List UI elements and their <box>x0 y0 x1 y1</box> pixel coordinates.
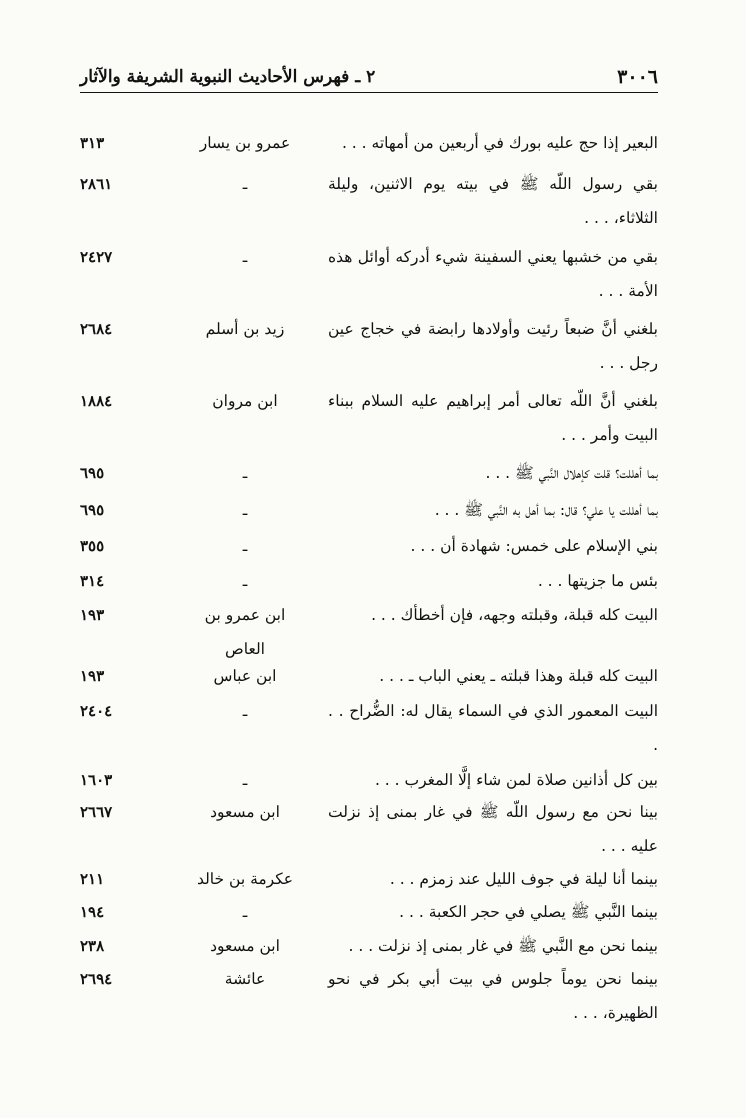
narrator: ـ <box>242 501 248 519</box>
narrator: ـ <box>242 903 248 921</box>
narrator: ابن مسعود <box>210 937 280 955</box>
hadith-text: بينا نحن مع رسول اللّه ﷺ في غار بمنى إذ نزلت عليه . . . <box>328 803 658 855</box>
hadith-text: بينما النَّبي ﷺ يصلي في حجر الكعبة . . . <box>399 903 658 921</box>
hadith-number: ٢٦٨٤ <box>80 320 113 338</box>
hadith-number: ٢٣٨ <box>80 937 105 955</box>
narrator: ـ <box>242 771 248 789</box>
narrator: عمرو بن يسار <box>199 134 291 152</box>
hadith-text: بقي من خشبها يعني السفينة شيء أدركه أوائل هذه الأمة . . . <box>328 248 658 300</box>
hadith-text: البيت كله قبلة وهذا قبلته ـ يعني الباب ـ . . . <box>379 667 658 685</box>
hadith-number: ٢١١ <box>80 870 105 888</box>
narrator: ابن مروان <box>212 392 278 410</box>
hadith-text: بما أهللت يا علي؟ قال: بما أهل به النَّبي ﷺ . . . <box>434 501 658 519</box>
hadith-number: ١٦٠٣ <box>80 771 113 789</box>
running-header <box>80 62 658 93</box>
hadith-number: ١٩٤ <box>80 903 105 921</box>
narrator: ابن مسعود <box>210 803 280 821</box>
hadith-text: بينما نحن مع النَّبي ﷺ في غار بمنى إذ نزلت . . . <box>348 937 658 955</box>
hadith-number: ٣١٤ <box>80 572 105 590</box>
hadith-text: البيت كله قبلة، وقبلته وجهه، فإن أخطأك . . . <box>371 606 658 624</box>
narrator: ـ <box>242 248 248 266</box>
hadith-number: ٦٩٥ <box>80 501 105 519</box>
narrator: ـ <box>242 464 248 482</box>
hadith-number: ٣١٣ <box>80 134 105 152</box>
hadith-text: بقي رسول اللّه ﷺ في بيته يوم الاثنين، وليلة الثلاثاء، . . . <box>328 175 658 227</box>
hadith-text: البيت المعمور الذي في السماء يقال له: الضُّراح . . . <box>328 702 658 754</box>
hadith-text: البعير إذا حج عليه بورك في أربعين من أمهاته . . . <box>341 134 658 152</box>
page-number: ٣٠٠٦ <box>617 66 658 88</box>
hadith-number: ٢٦٩٤ <box>80 970 113 988</box>
hadith-text: بئس ما جزيتها . . . <box>537 572 658 590</box>
narrator: ابن عباس <box>213 667 277 685</box>
hadith-text: بما أهللت؟ قلت كإهلال النَّبي ﷺ . . . <box>485 464 658 482</box>
narrator: عائشة <box>224 970 266 988</box>
narrator: ابن عمرو بن العاص <box>204 606 286 658</box>
hadith-number: ١٩٣ <box>80 606 105 624</box>
narrator: ـ <box>242 175 248 193</box>
hadith-text: بينما نحن يوماً جلوس في بيت أبي بكر في نحو الظهيرة، . . . <box>328 970 658 1022</box>
hadith-number: ٦٩٥ <box>80 464 105 482</box>
hadith-text: بني الإسلام على خمس: شهادة أن . . . <box>410 537 658 555</box>
narrator: ـ <box>242 572 248 590</box>
narrator: ـ <box>242 537 248 555</box>
narrator: ـ <box>242 702 248 720</box>
narrator: زيد بن أسلم <box>205 320 285 338</box>
narrator: عكرمة بن خالد <box>196 870 294 888</box>
hadith-number: ١٨٨٤ <box>80 392 113 410</box>
hadith-text: بلغني أنَّ ضبعاً رئيت وأولادها رابضة في خجاج عين رجل . . . <box>328 320 658 372</box>
hadith-number: ١٩٣ <box>80 667 105 685</box>
running-title: ٢ ـ فهرس الأحاديث النبوية الشريفة والآثار <box>80 67 376 87</box>
hadith-number: ٢٦٦٧ <box>80 803 113 821</box>
hadith-number: ٣٥٥ <box>80 537 105 555</box>
hadith-text: بلغني أنَّ اللّه تعالى أمر إبراهيم عليه السلام ببناء البيت وأمر . . . <box>328 392 658 444</box>
hadith-text: بينما أنا ليلة في جوف الليل عند زمزم . . . <box>389 870 658 888</box>
hadith-text: بين كل أذانين صلاة لمن شاء إلَّا المغرب . . . <box>374 771 658 789</box>
hadith-number: ٢٨٦١ <box>80 175 113 193</box>
hadith-number: ٢٤٠٤ <box>80 702 113 720</box>
hadith-number: ٢٤٢٧ <box>80 248 113 266</box>
